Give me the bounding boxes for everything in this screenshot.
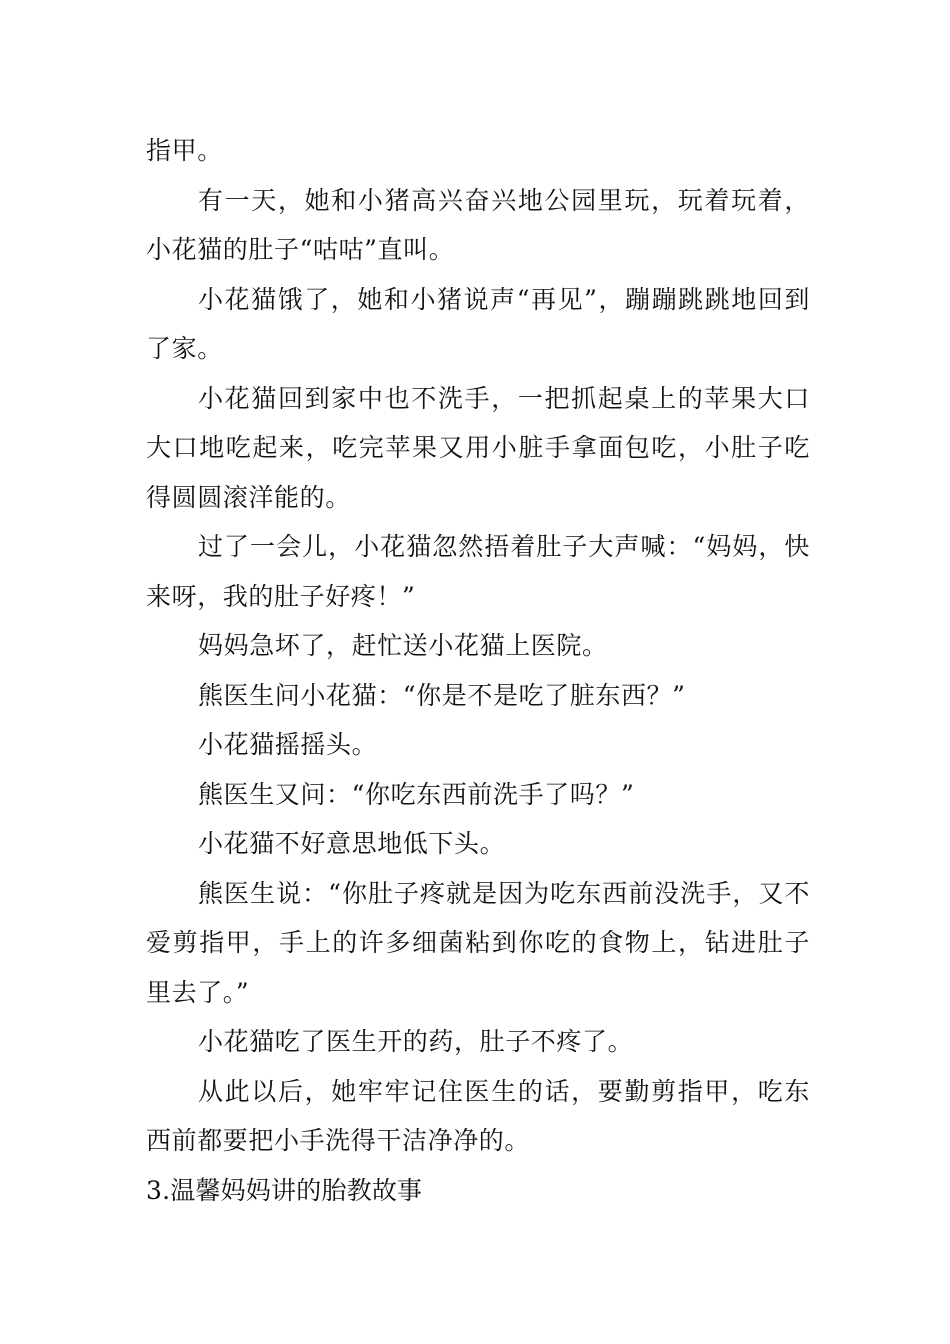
paragraph: 小花猫饿了，她和小猪说声“再见”，蹦蹦跳跳地回到了家。 [146,284,810,363]
paragraph-continuation: 指甲。 [146,136,223,165]
section-heading: 3.温馨妈妈讲的胎教故事 [146,1175,423,1205]
paragraph: 小花猫摇摇头。 [198,730,378,759]
paragraph: 熊医生又问：“你吃东西前洗手了吗？” [198,779,635,809]
paragraph: 妈妈急坏了，赶忙送小花猫上医院。 [198,631,608,660]
story-text [146,126,810,1215]
paragraph: 小花猫吃了医生开的药，肚子不疼了。 [198,1027,634,1056]
paragraph: 小花猫不好意思地低下头。 [198,829,506,858]
paragraph: 小花猫回到家中也不洗手，一把抓起桌上的苹果大口大口地吃起来，吃完苹果又用小脏手拿面包吃，小肚子吃得圆圆滚洋能的。 [146,383,810,512]
paragraph: 过了一会儿，小花猫忽然捂着肚子大声喊：“妈妈，快来呀，我的肚子好疼！” [146,532,810,611]
paragraph: 熊医生说：“你肚子疼就是因为吃东西前没洗手，又不爱剪指甲，手上的许多细菌粘到你吃的食物上，钻进肚子里去了。” [146,878,810,1007]
paragraph: 从此以后，她牢牢记住医生的话，要勤剪指甲，吃东西前都要把小手洗得干洁净净的。 [146,1076,810,1155]
paragraph: 熊医生问小花猫：“你是不是吃了脏东西？” [198,680,686,710]
paragraph: 有一天，她和小猪高兴奋兴地公园里玩，玩着玩着，小花猫的肚子“咕咕”直叫。 [146,185,810,264]
